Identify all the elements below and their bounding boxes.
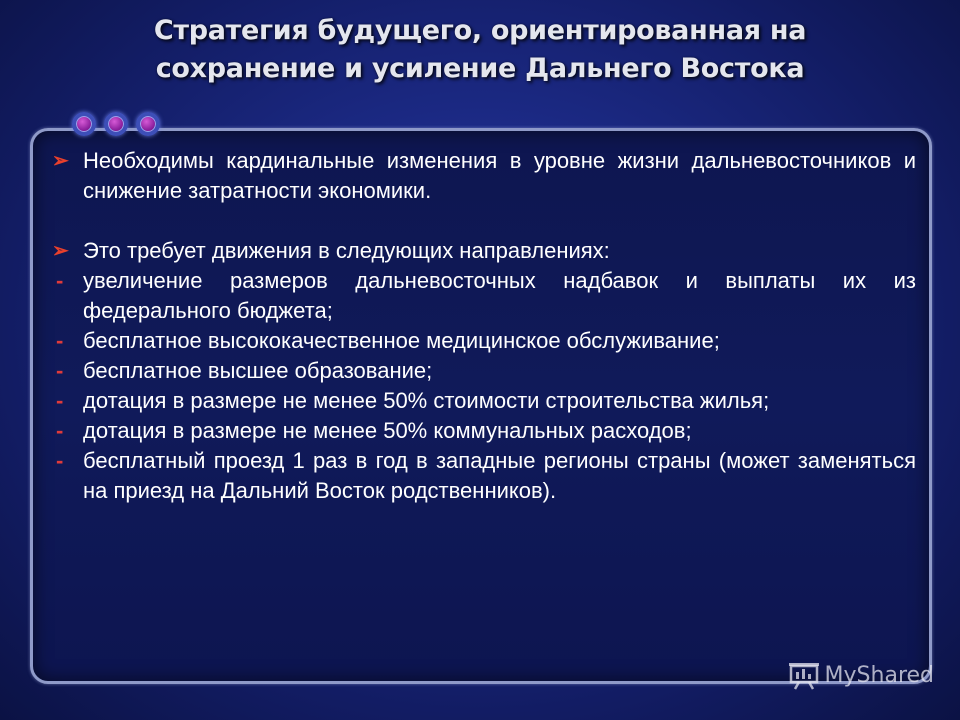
dash-marker: - [56, 328, 64, 353]
dash-item [52, 266, 916, 326]
bullet-item [52, 236, 916, 266]
dash-item-text: бесплатное высшее образование; [83, 358, 433, 383]
decorative-dots [72, 112, 160, 136]
dash-item [52, 446, 916, 506]
dash-item-text: увеличение размеров дальневосточных надбавок и выплаты их из федерального бюджета; [83, 268, 916, 323]
dash-item-text: дотация в размере не менее 50% коммунальных расходов; [83, 418, 692, 443]
dash-marker: - [56, 358, 64, 383]
arrow-bullet-icon: ➢ [52, 240, 69, 262]
dash-item [52, 326, 916, 356]
decorative-dot-icon [72, 112, 96, 136]
dash-marker: - [56, 268, 64, 293]
bullet-text: Это требует движения в следующих направлениях: [83, 238, 610, 263]
slide-title [0, 12, 960, 88]
dash-item [52, 386, 916, 416]
bullet-text: Необходимы кардинальные изменения в уровне жизни дальневосточников и снижение затратности экономики. [83, 148, 916, 203]
dash-item-text: бесплатный проезд 1 раз в год в западные регионы страны (может заменяться на приезд на Дальний Восток родственников). [83, 448, 916, 503]
dash-item-text: дотация в размере не менее 50% стоимости строительства жилья; [83, 388, 770, 413]
presentation-board-icon [787, 660, 821, 690]
decorative-dot-icon [104, 112, 128, 136]
dash-marker: - [56, 388, 64, 413]
watermark-text: MyShared [824, 662, 934, 688]
slide-title-line-2: сохранение и усиление Дальнего Востока [155, 53, 805, 84]
dash-item [52, 356, 916, 386]
dash-marker: - [56, 418, 64, 443]
bullet-list [52, 146, 916, 506]
dash-item-text: бесплатное высококачественное медицинское обслуживание; [83, 328, 720, 353]
watermark[interactable] [787, 660, 934, 690]
arrow-bullet-icon: ➢ [52, 150, 69, 172]
dash-item [52, 416, 916, 446]
slide-title-line-1: Стратегия будущего, ориентированная на [153, 15, 807, 46]
decorative-dot-icon [136, 112, 160, 136]
dash-marker: - [56, 448, 64, 473]
bullet-item [52, 146, 916, 206]
